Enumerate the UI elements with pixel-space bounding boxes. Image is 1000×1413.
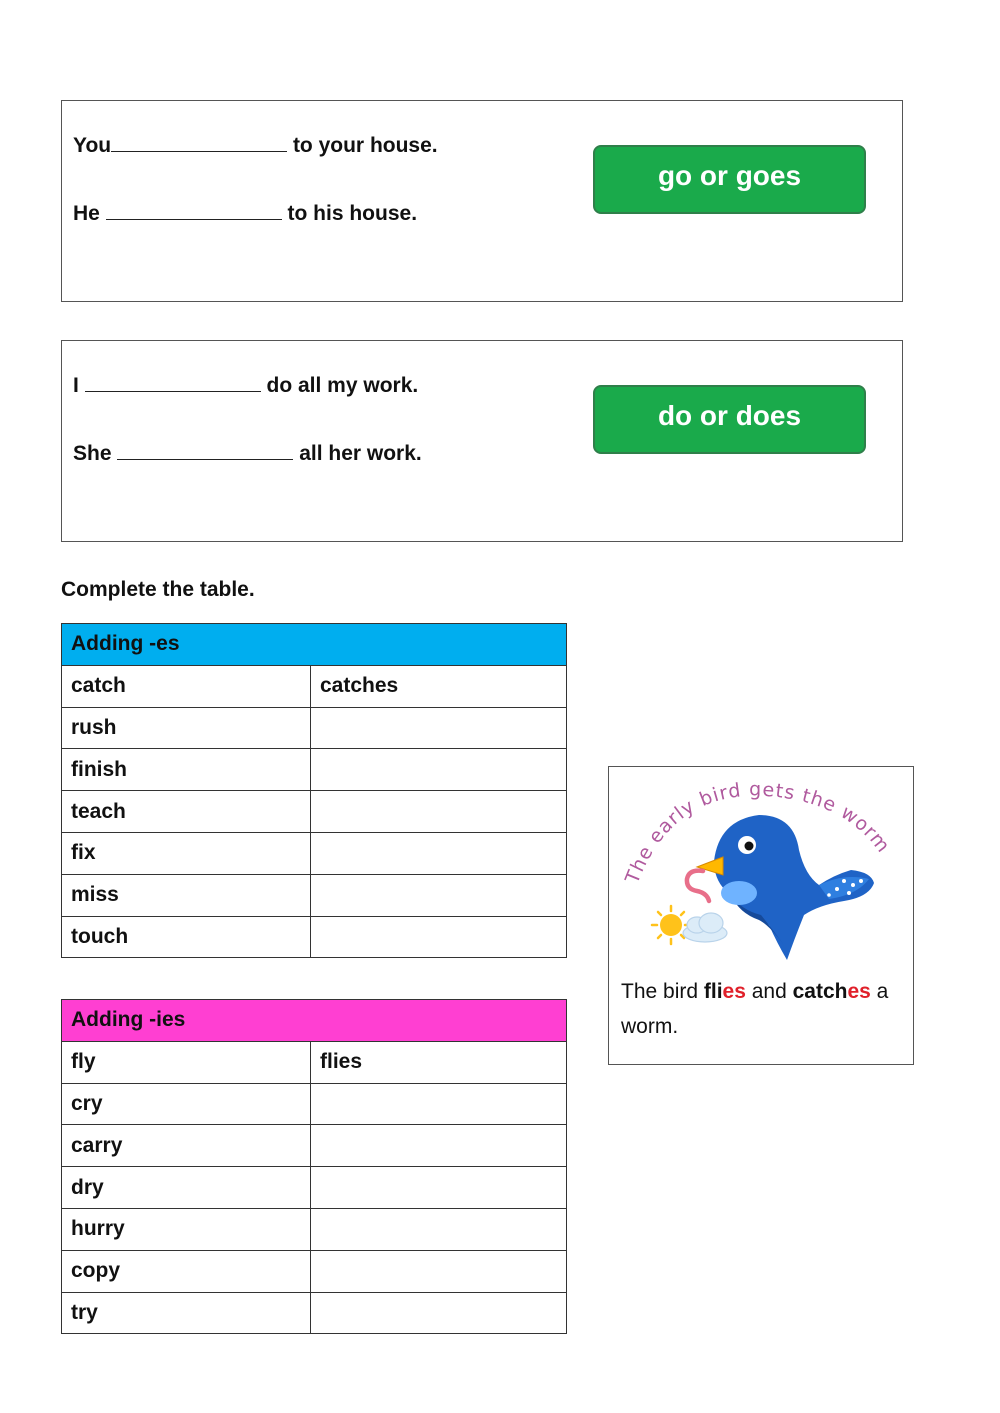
exercise-box-go: [61, 100, 903, 302]
table-row: [62, 874, 567, 916]
table-row: [62, 832, 567, 874]
answer-input[interactable]: [85, 378, 261, 395]
exercise-box-do: [61, 340, 903, 542]
caption-part: a worm.: [621, 980, 889, 1038]
sentence-start: She: [73, 442, 118, 465]
arc-slogan-text: The early bird gets the worm: [621, 778, 895, 887]
base-word: touch: [62, 916, 311, 958]
answer-input[interactable]: [320, 1256, 557, 1286]
table-header-row: [62, 1000, 567, 1042]
base-word: dry: [62, 1167, 311, 1209]
answer-input[interactable]: [320, 922, 557, 952]
instruction-heading: Complete the table.: [61, 578, 255, 601]
table-row: [62, 749, 567, 791]
sentence-start: I: [73, 374, 85, 397]
answer-input[interactable]: [320, 1214, 557, 1244]
answer-input[interactable]: [320, 1089, 557, 1119]
answer-cell[interactable]: [311, 874, 567, 916]
base-word: teach: [62, 791, 311, 833]
answer-cell[interactable]: [311, 1208, 567, 1250]
answer-input[interactable]: [320, 838, 557, 868]
base-word: cry: [62, 1083, 311, 1125]
table-row: [62, 1167, 567, 1209]
answer-input[interactable]: [320, 1173, 557, 1203]
base-word: try: [62, 1292, 311, 1334]
caption-verb-suffix: es: [722, 980, 746, 1003]
caption-verb-base: catch: [792, 980, 848, 1003]
table-row: [62, 1292, 567, 1334]
base-word: copy: [62, 1250, 311, 1292]
answer-blank[interactable]: [85, 374, 261, 392]
caption-part: The bird: [621, 980, 704, 1003]
base-word: finish: [62, 749, 311, 791]
answer-input[interactable]: [320, 1298, 557, 1328]
table-adding-es: [61, 623, 567, 958]
table-row: [62, 707, 567, 749]
answer-input[interactable]: [320, 880, 557, 910]
choice-button-do-does[interactable]: do or does: [593, 385, 866, 454]
base-word: hurry: [62, 1208, 311, 1250]
table-header: Adding -es: [62, 624, 567, 666]
sentence-he: [73, 202, 417, 226]
caption-part: and: [745, 980, 793, 1003]
answer-input[interactable]: [320, 797, 557, 827]
table-row: [62, 791, 567, 833]
answer-input[interactable]: [111, 138, 287, 155]
caption-verb-base: fli: [703, 980, 723, 1003]
sentence-end: to his house.: [281, 202, 418, 225]
base-word: fly: [62, 1041, 311, 1083]
answer-blank[interactable]: [111, 134, 287, 152]
sentence-start: He: [73, 202, 106, 225]
base-word: carry: [62, 1125, 311, 1167]
sentence-start: You: [73, 134, 112, 157]
base-word: catch: [62, 665, 311, 707]
illustration-card: [608, 766, 914, 1065]
sentence-end: to your house.: [287, 134, 438, 157]
answer-cell[interactable]: [311, 916, 567, 958]
sentence-end: do all my work.: [260, 374, 419, 397]
base-word: miss: [62, 874, 311, 916]
table-row: [62, 1208, 567, 1250]
base-word: fix: [62, 832, 311, 874]
table-row: [62, 665, 567, 707]
table-row: [62, 1125, 567, 1167]
answer-cell[interactable]: [311, 1292, 567, 1334]
table-header: Adding -ies: [62, 1000, 567, 1042]
table-row: [62, 1083, 567, 1125]
caption-verb-suffix: es: [847, 980, 871, 1003]
sentence-end: all her work.: [293, 442, 422, 465]
sun-icon: [652, 906, 690, 944]
answer-cell[interactable]: [311, 832, 567, 874]
caption-text: [621, 974, 911, 1044]
answer-cell: catches: [311, 665, 567, 707]
answer-cell[interactable]: [311, 749, 567, 791]
answer-cell[interactable]: [311, 707, 567, 749]
answer-cell[interactable]: [311, 1083, 567, 1125]
table-row: [62, 1041, 567, 1083]
answer-input[interactable]: [320, 755, 557, 785]
table-header-row: [62, 624, 567, 666]
sentence-i: [73, 374, 418, 398]
answer-cell[interactable]: [311, 1250, 567, 1292]
answer-input[interactable]: [320, 1131, 557, 1161]
early-bird-illustration: [619, 775, 899, 970]
answer-input[interactable]: [117, 446, 293, 463]
sentence-she: [73, 442, 422, 466]
choice-button-go-goes[interactable]: go or goes: [593, 145, 866, 214]
table-row: [62, 916, 567, 958]
table-row: [62, 1250, 567, 1292]
answer-cell[interactable]: [311, 791, 567, 833]
answer-input[interactable]: [106, 206, 282, 223]
answer-blank[interactable]: [106, 202, 282, 220]
base-word: rush: [62, 707, 311, 749]
sentence-you: [73, 134, 438, 158]
answer-cell[interactable]: [311, 1167, 567, 1209]
answer-cell: flies: [311, 1041, 567, 1083]
worm-icon: [687, 871, 709, 901]
answer-cell[interactable]: [311, 1125, 567, 1167]
table-adding-ies: [61, 999, 567, 1334]
answer-blank[interactable]: [117, 442, 293, 460]
answer-input[interactable]: [320, 713, 557, 743]
cloud-icon: [683, 913, 727, 942]
